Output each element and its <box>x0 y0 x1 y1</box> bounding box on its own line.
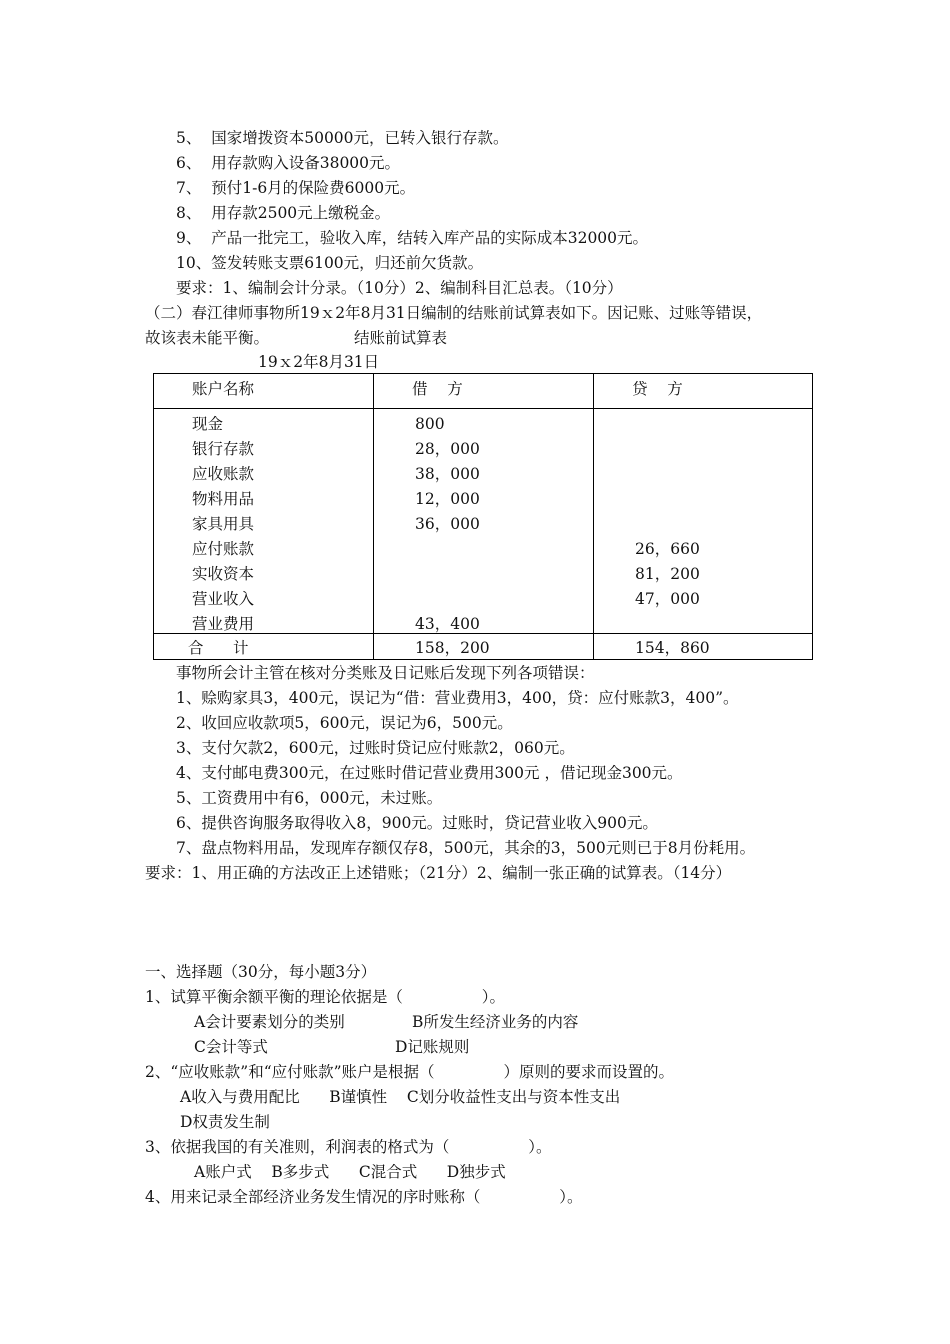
error-item: 1、赊购家具3，400元，误记为“借：营业费用3，400，贷：应付账款3，400”。 <box>176 689 739 707</box>
header-credit: 贷 方 <box>632 380 683 398</box>
q1-option-b: B所发生经济业务的内容 <box>412 1013 579 1031</box>
row-debit: 28，000 <box>415 440 480 458</box>
error-item: 4、支付邮电费300元，在过账时借记营业费用300元 ，借记现金300元。 <box>176 764 683 782</box>
row-name: 物料用品 <box>192 490 255 508</box>
row-name: 应付账款 <box>192 540 255 558</box>
row-debit: 12，000 <box>415 490 480 508</box>
row-name: 现金 <box>192 415 224 433</box>
question-3: 3、依据我国的有关准则，利润表的格式为（ ）。 <box>145 1138 552 1156</box>
item-7: 7、 预付1-6月的保险费6000元。 <box>176 179 416 197</box>
row-name: 营业收入 <box>192 590 255 608</box>
q2-options: A收入与费用配比 B谨慎性 C划分收益性支出与资本性支出 <box>180 1088 621 1106</box>
error-item: 3、支付欠款2，600元，过账时贷记应付账款2，060元。 <box>176 739 575 757</box>
error-item: 7、盘点物料用品，发现库存额仅存8，500元，其余的3，500元则已于8月份耗用。 <box>176 839 756 857</box>
error-item: 6、提供咨询服务取得收入8，900元。过账时，贷记营业收入900元。 <box>176 814 658 832</box>
q3-options: A账户式 B多步式 C混合式 D独步式 <box>194 1163 506 1181</box>
requirement-1: 要求：1、编制会计分录。（10分）2、编制科目汇总表。（10分） <box>176 279 623 297</box>
q2-option-d: D权责发生制 <box>180 1113 270 1131</box>
row-name: 银行存款 <box>192 440 255 458</box>
choice-header: 一、选择题（30分，每小题3分） <box>145 963 377 981</box>
total-label: 合 计 <box>188 639 249 657</box>
row-debit: 800 <box>415 415 445 433</box>
item-8: 8、 用存款2500元上缴税金。 <box>176 204 391 222</box>
question-2: 2、“应收账款”和“应付账款”账户是根据（ ）原则的要求而设置的。 <box>145 1063 675 1081</box>
question-4: 4、用来记录全部经济业务发生情况的序时账称（ ）。 <box>145 1188 583 1206</box>
section2-intro-line1: （二）春江律师事物所19ｘ2年8月31日编制的结账前试算表如下。因记账、过账等错误， <box>145 304 763 322</box>
requirement-2: 要求：1、用正确的方法改正上述错账；（21分）2、编制一张正确的试算表。（14分） <box>145 864 732 882</box>
total-credit: 154，860 <box>635 639 710 657</box>
total-debit: 158，200 <box>415 639 490 657</box>
row-credit: 81，200 <box>635 565 700 583</box>
row-debit: 38，000 <box>415 465 480 483</box>
q1-option-a: A会计要素划分的类别 <box>194 1013 345 1031</box>
errors-intro: 事物所会计主管在核对分类账及日记账后发现下列各项错误： <box>176 664 595 682</box>
item-6: 6、 用存款购入设备38000元。 <box>176 154 401 172</box>
row-debit: 36，000 <box>415 515 480 533</box>
question-1: 1、试算平衡余额平衡的理论依据是（ ）。 <box>145 988 505 1006</box>
row-name: 实收资本 <box>192 565 255 583</box>
row-name: 家具用具 <box>192 515 255 533</box>
trial-balance-table <box>153 373 813 660</box>
row-debit: 43，400 <box>415 615 480 633</box>
header-debit: 借 方 <box>412 380 463 398</box>
header-account: 账户名称 <box>192 380 255 398</box>
q1-option-d: D记账规则 <box>395 1038 470 1056</box>
item-10: 10、签发转账支票6100元，归还前欠货款。 <box>176 254 484 272</box>
error-item: 2、收回应收款项5，600元，误记为6，500元。 <box>176 714 513 732</box>
error-item: 5、工资费用中有6，000元，未过账。 <box>176 789 443 807</box>
section2-intro-line2: 故该表未能平衡。 <box>145 329 270 347</box>
row-name: 应收账款 <box>192 465 255 483</box>
table-title: 结账前试算表 <box>354 329 448 347</box>
row-credit: 47，000 <box>635 590 700 608</box>
item-9: 9、 产品一批完工，验收入库，结转入库产品的实际成本32000元。 <box>176 229 649 247</box>
item-5: 5、 国家增拨资本50000元，已转入银行存款。 <box>176 129 509 147</box>
table-date: 19ｘ2年8月31日 <box>258 353 380 371</box>
row-name: 营业费用 <box>192 615 255 633</box>
q1-option-c: C会计等式 <box>194 1038 268 1056</box>
row-credit: 26，660 <box>635 540 700 558</box>
